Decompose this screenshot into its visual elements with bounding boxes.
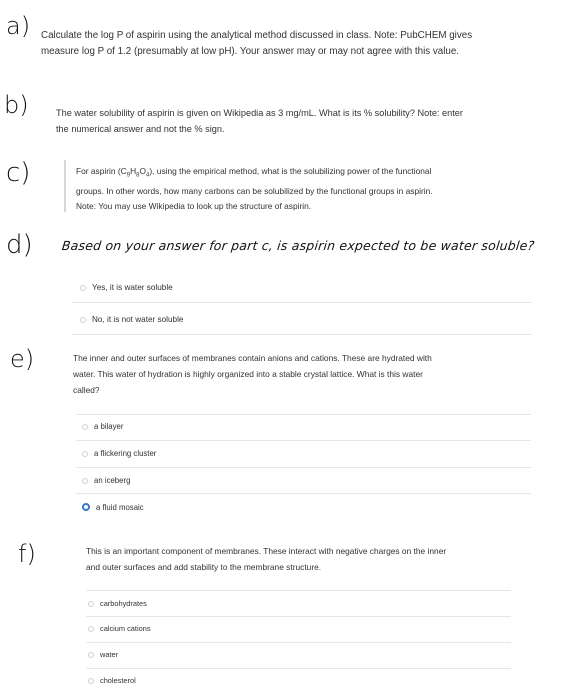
question-c-line1: For aspirin $(C_9H_8O_4)$, using the empirical method, what is the solubilizing power of the functional bbox=[76, 166, 432, 179]
question-f-line2: and outer surfaces and add stability to the membrane structure. bbox=[86, 562, 322, 572]
question-b-text bbox=[56, 105, 561, 137]
part-e-label: e) bbox=[10, 345, 35, 373]
question-b-line2: the numerical answer and not the % sign. bbox=[56, 124, 225, 134]
question-a-text bbox=[41, 28, 566, 60]
divider bbox=[76, 493, 531, 494]
question-e-text bbox=[73, 350, 553, 398]
part-a-label: a) bbox=[6, 12, 31, 40]
radio-selected-icon[interactable] bbox=[82, 503, 90, 511]
option-e-bilayer[interactable]: a bilayer bbox=[82, 421, 123, 433]
option-f-cholesterol[interactable]: cholesterol bbox=[88, 675, 136, 687]
divider bbox=[86, 668, 511, 669]
question-d-handwritten: Based on your answer for part c, is aspirin expected to be water soluble? bbox=[61, 238, 536, 253]
question-c-text bbox=[76, 164, 556, 214]
option-e-fluid-mosaic[interactable]: a fluid mosaic bbox=[82, 502, 144, 514]
question-a-line1: Calculate the log P of aspirin using the analytical method discussed in class. Note: PubCHEM gives bbox=[41, 30, 473, 41]
question-b-line1: The water solubility of aspirin is given on Wikipedia as 3 mg/mL. What is its % solubility? Note: enter bbox=[56, 108, 463, 118]
option-f-water[interactable]: water bbox=[88, 649, 118, 661]
divider bbox=[76, 467, 531, 468]
option-e-flickering-cluster[interactable]: a flickering cluster bbox=[82, 448, 156, 460]
radio-icon[interactable] bbox=[80, 317, 86, 323]
question-c-margin-bar bbox=[64, 160, 66, 212]
part-d-label: d) bbox=[6, 230, 33, 260]
option-e-iceberg[interactable]: an iceberg bbox=[82, 475, 130, 487]
part-f-label: f) bbox=[18, 540, 36, 568]
question-e-line1: The inner and outer surfaces of membranes contain anions and cations. These are hydrated with bbox=[73, 353, 432, 363]
option-d-yes[interactable]: Yes, it is water soluble bbox=[80, 282, 173, 294]
question-c-line3: Note: You may use Wikipedia to look up the structure of aspirin. bbox=[76, 200, 312, 211]
radio-icon[interactable] bbox=[82, 424, 88, 430]
option-f-carbohydrates[interactable]: carbohydrates bbox=[88, 598, 147, 610]
part-c-label: c) bbox=[6, 158, 31, 188]
question-e-line2: water. This water of hydration is highly organized into a stable crystal lattice. What is this water bbox=[73, 369, 423, 379]
divider bbox=[86, 590, 511, 591]
divider bbox=[76, 414, 531, 415]
divider bbox=[72, 302, 532, 303]
radio-icon[interactable] bbox=[88, 678, 94, 684]
radio-icon[interactable] bbox=[82, 451, 88, 457]
question-f-line1: This is an important component of membranes. These interact with negative charges on the inner bbox=[86, 546, 447, 556]
radio-icon[interactable] bbox=[82, 478, 88, 484]
radio-icon[interactable] bbox=[88, 626, 94, 632]
radio-icon[interactable] bbox=[88, 652, 94, 658]
option-f-calcium-cations[interactable]: calcium cations bbox=[88, 623, 151, 635]
radio-icon[interactable] bbox=[88, 601, 94, 607]
divider bbox=[86, 616, 511, 617]
divider bbox=[76, 440, 531, 441]
radio-icon[interactable] bbox=[80, 285, 86, 291]
divider bbox=[86, 642, 511, 643]
part-b-label: b) bbox=[4, 91, 29, 119]
question-f-text bbox=[86, 543, 556, 575]
question-e-line3: called? bbox=[73, 385, 100, 395]
question-c-line2: groups. In other words, how many carbons can be solubilized by the functional groups in aspirin. bbox=[76, 185, 433, 196]
option-d-no[interactable]: No, it is not water soluble bbox=[80, 314, 183, 326]
divider bbox=[72, 334, 532, 335]
question-a-line2: measure log P of 1.2 (presumably at low pH). Your answer may or may not agree with this value. bbox=[41, 46, 460, 57]
